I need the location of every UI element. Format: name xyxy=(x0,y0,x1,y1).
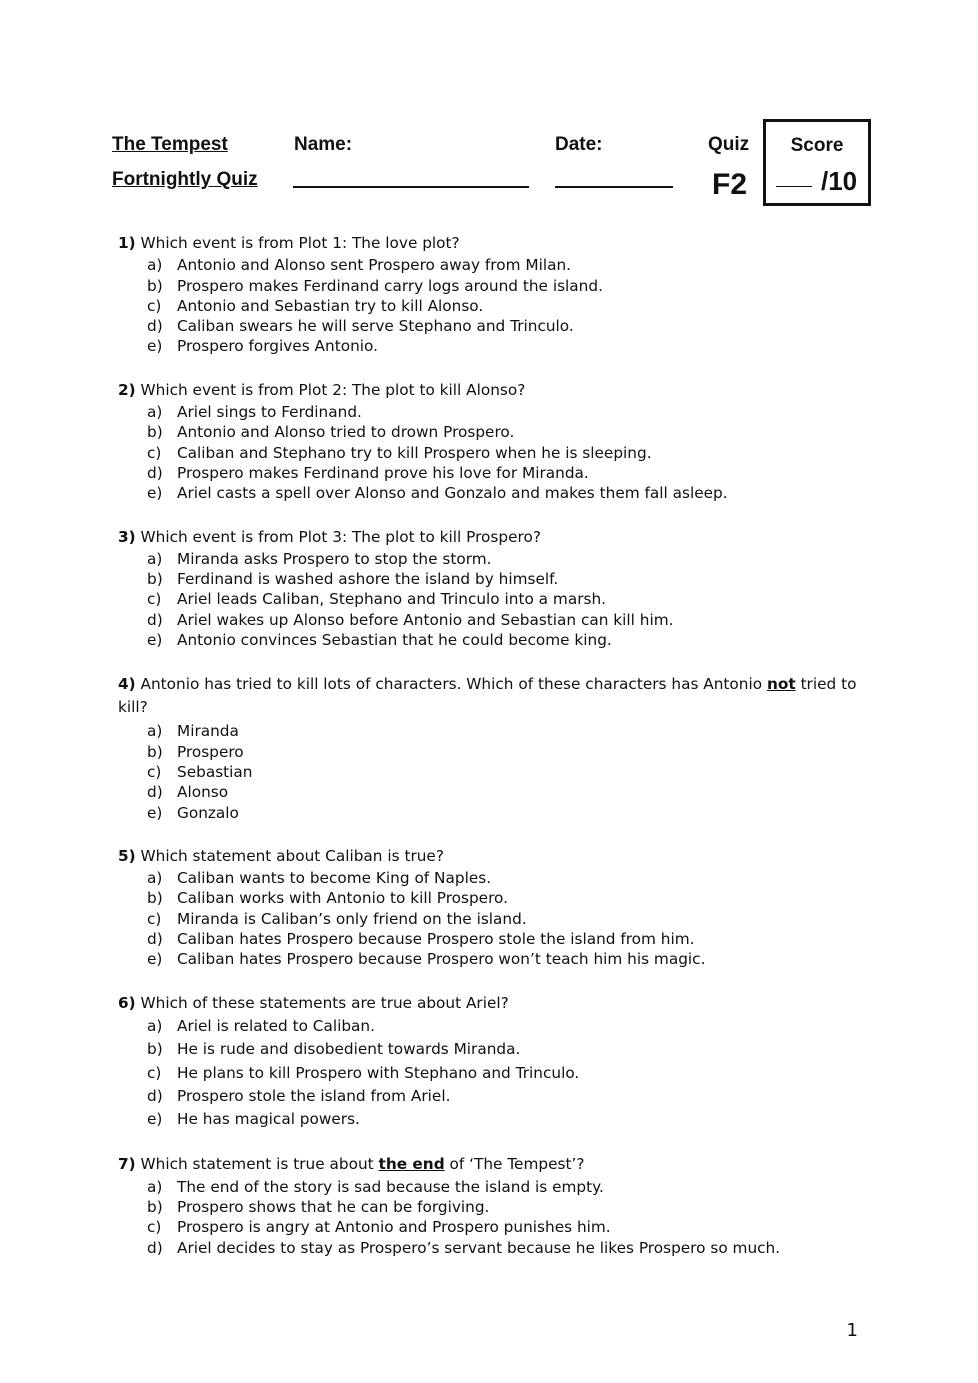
quiz-code: F2 xyxy=(712,168,748,201)
question-emphasis: the end xyxy=(378,1155,445,1174)
page-number: 1 xyxy=(846,1320,858,1341)
question-number: 5) xyxy=(118,846,136,865)
option-e[interactable]: e) Prospero forgives Antonio. xyxy=(147,337,378,356)
date-label: Date: xyxy=(555,134,603,155)
score-total: /10 xyxy=(821,166,858,196)
option-a[interactable]: a) Caliban wants to become King of Naples. xyxy=(147,869,492,888)
question-5 xyxy=(118,846,858,970)
quiz-label: Quiz xyxy=(708,134,750,155)
question-7 xyxy=(118,1154,858,1257)
question-text: Which event is from Plot 2: The plot to kill Alonso? xyxy=(140,380,526,399)
question-2 xyxy=(118,380,858,504)
option-e[interactable]: e) Caliban hates Prospero because Prospero won’t teach him his magic. xyxy=(147,950,706,969)
question-text: Which statement about Caliban is true? xyxy=(140,846,444,865)
question-number: 2) xyxy=(118,380,136,399)
option-d[interactable]: d) Ariel decides to stay as Prospero’s servant because he likes Prospero so much. xyxy=(147,1238,781,1257)
option-e[interactable]: e) He has magical powers. xyxy=(147,1110,360,1129)
option-c[interactable]: c) Sebastian xyxy=(147,762,253,781)
question-text-end: of ‘The Tempest’? xyxy=(449,1155,585,1174)
question-text: Which event is from Plot 3: The plot to kill Prospero? xyxy=(140,527,541,546)
option-d[interactable]: d) Prospero stole the island from Ariel. xyxy=(147,1086,451,1105)
option-b[interactable]: b) Ferdinand is washed ashore the island by himself. xyxy=(147,570,559,589)
question-3 xyxy=(118,527,858,651)
option-b[interactable]: b) Prospero xyxy=(147,742,244,761)
option-c[interactable]: c) Miranda is Caliban’s only friend on the island. xyxy=(147,909,527,928)
question-4 xyxy=(118,673,858,822)
page-subtitle: Fortnightly Quiz xyxy=(112,169,258,190)
option-a[interactable]: a) Ariel is related to Caliban. xyxy=(147,1016,375,1035)
question-text: Which statement is true about xyxy=(140,1155,374,1174)
question-1 xyxy=(118,233,858,357)
option-a[interactable]: a) Miranda asks Prospero to stop the storm. xyxy=(147,549,492,568)
score-blank[interactable] xyxy=(776,186,812,187)
option-a[interactable]: a) Miranda xyxy=(147,722,239,741)
option-b[interactable]: b) Caliban works with Antonio to kill Prospero. xyxy=(147,889,508,908)
question-number: 1) xyxy=(118,234,136,252)
question-6 xyxy=(118,993,858,1132)
option-b[interactable]: b) Prospero shows that he can be forgiving. xyxy=(147,1197,490,1216)
option-a[interactable]: a) The end of the story is sad because the island is empty. xyxy=(147,1177,604,1196)
page-title: The Tempest xyxy=(112,134,228,155)
name-label: Name: xyxy=(294,134,353,155)
question-number: 7) xyxy=(118,1155,136,1174)
option-b[interactable]: b) Prospero makes Ferdinand carry logs around the island. xyxy=(147,276,603,295)
option-c[interactable]: c) Ariel leads Caliban, Stephano and Trinculo into a marsh. xyxy=(147,590,607,609)
question-number: 4) xyxy=(118,675,136,694)
score-label: Score xyxy=(790,135,844,156)
option-b[interactable]: b) He is rude and disobedient towards Miranda. xyxy=(147,1040,521,1059)
score-box xyxy=(763,119,871,206)
option-c[interactable]: c) Caliban and Stephano try to kill Prospero when he is sleeping. xyxy=(147,443,652,462)
option-d[interactable]: d) Caliban hates Prospero because Prospero stole the island from him. xyxy=(147,930,695,949)
question-text: Which event is from Plot 1: The love plot? xyxy=(140,234,460,252)
option-b[interactable]: b) Antonio and Alonso tried to drown Prospero. xyxy=(147,423,515,442)
question-text-end: tried to kill? xyxy=(118,675,857,717)
question-emphasis: not xyxy=(766,675,796,694)
option-a[interactable]: a) Antonio and Alonso sent Prospero away from Milan. xyxy=(147,256,572,275)
question-number: 6) xyxy=(118,993,136,1012)
option-c[interactable]: c) Antonio and Sebastian try to kill Alonso. xyxy=(147,296,484,315)
option-d[interactable]: d) Caliban swears he will serve Stephano and Trinculo. xyxy=(147,317,574,336)
question-list xyxy=(118,233,858,1281)
date-field-line[interactable] xyxy=(555,186,673,188)
option-d[interactable]: d) Ariel wakes up Alonso before Antonio and Sebastian can kill him. xyxy=(147,610,674,629)
question-text: Antonio has tried to kill lots of characters. Which of these characters has Antonio xyxy=(140,675,763,694)
option-e[interactable]: e) Antonio convinces Sebastian that he could become king. xyxy=(147,631,612,650)
name-field-line[interactable] xyxy=(293,186,529,188)
option-d[interactable]: d) Alonso xyxy=(147,783,229,802)
option-c[interactable]: c) He plans to kill Prospero with Stephano and Trinculo. xyxy=(147,1063,580,1082)
option-e[interactable]: e) Gonzalo xyxy=(147,803,239,822)
option-d[interactable]: d) Prospero makes Ferdinand prove his love for Miranda. xyxy=(147,463,589,482)
question-text: Which of these statements are true about Ariel? xyxy=(140,993,509,1012)
option-a[interactable]: a) Ariel sings to Ferdinand. xyxy=(147,403,362,422)
question-number: 3) xyxy=(118,527,136,546)
option-e[interactable]: e) Ariel casts a spell over Alonso and Gonzalo and makes them fall asleep. xyxy=(147,484,728,503)
option-c[interactable]: c) Prospero is angry at Antonio and Prospero punishes him. xyxy=(147,1218,611,1237)
